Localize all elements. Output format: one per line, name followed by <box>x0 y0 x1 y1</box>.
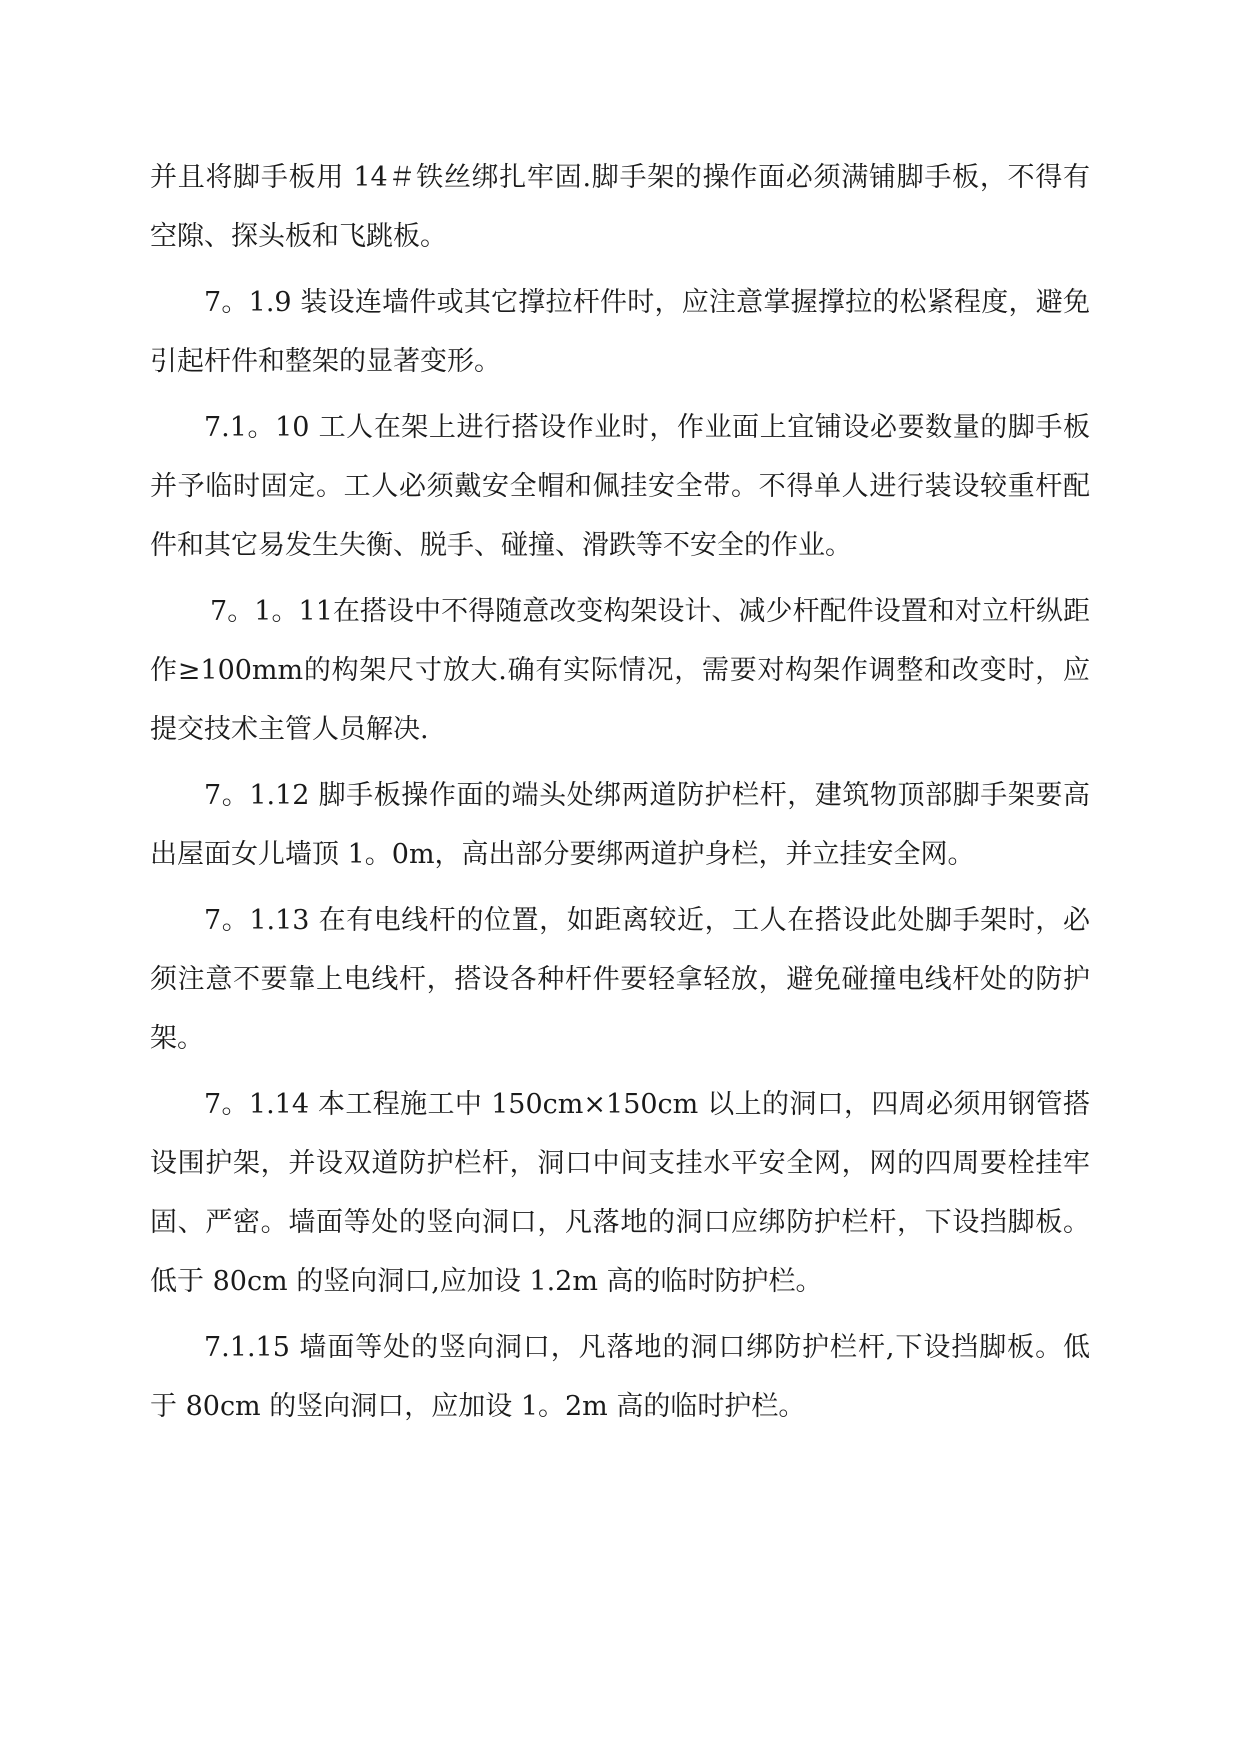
paragraph-7-1-12: 7。1.12 脚手板操作面的端头处绑两道防护栏杆，建筑物顶部脚手架要高出屋面女儿墙顶 1。0m，高出部分要绑两道护身栏，并立挂安全网。 <box>150 780 1090 870</box>
paragraph-7-1-15: 7.1.15 墙面等处的竖向洞口，凡落地的洞口绑防护栏杆,下设挡脚板。低于 80cm 的竖向洞口，应加设 1。2m 高的临时护栏。 <box>150 1332 1090 1422</box>
paragraph-7-1-10: 7.1。10 工人在架上进行搭设作业时，作业面上宜铺设必要数量的脚手板并予临时固定。工人必须戴安全帽和佩挂安全带。不得单人进行装设较重杆配件和其它易发生失衡、脱手、碰撞、滑跌等不安全的作业。 <box>150 412 1090 561</box>
paragraph-7-1-9: 7。1.9 装设连墙件或其它撑拉杆件时，应注意掌握撑拉的松紧程度，避免引起杆件和整架的显著变形。 <box>150 287 1090 377</box>
paragraph-7-1-11: 7。1。11在搭设中不得随意改变构架设计、减少杆配件设置和对立杆纵距作≥100mm的构架尺寸放大.确有实际情况，需要对构架作调整和改变时，应提交技术主管人员解决. <box>150 596 1090 745</box>
paragraph-7-1-14: 7。1.14 本工程施工中 150cm×150cm 以上的洞口，四周必须用钢管搭设围护架，并设双道防护栏杆，洞口中间支挂水平安全网，网的四周要栓挂牢固、严密。墙面等处的竖向洞口，凡落地的洞口应绑防护栏杆，下设挡脚板。低于 80cm 的竖向洞口,应加设 1.2m 高的临时防护栏。 <box>150 1089 1090 1297</box>
paragraph-continuation: 并且将脚手板用 14＃铁丝绑扎牢固.脚手架的操作面必须满铺脚手板，不得有空隙、探头板和飞跳板。 <box>150 162 1090 252</box>
document-body <box>150 148 1090 1443</box>
paragraph-7-1-13: 7。1.13 在有电线杆的位置，如距离较近，工人在搭设此处脚手架时，必须注意不要靠上电线杆，搭设各种杆件要轻拿轻放，避免碰撞电线杆处的防护架。 <box>150 905 1090 1054</box>
